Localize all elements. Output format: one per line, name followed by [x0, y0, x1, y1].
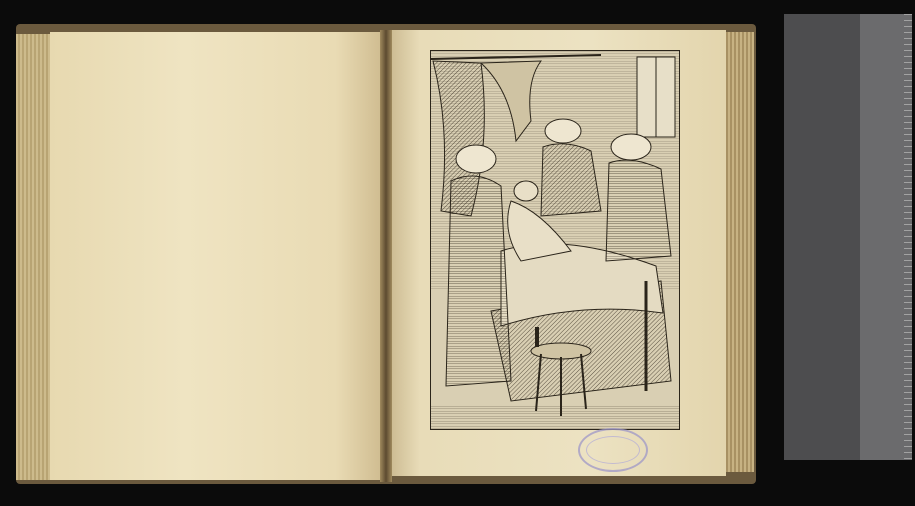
- running-head: [56, 50, 376, 68]
- engraving-plate: [430, 50, 680, 430]
- library-stamp: [578, 428, 648, 472]
- plate-header: [430, 36, 712, 50]
- body-text-bottom: [62, 346, 370, 354]
- scale-ruler: [904, 14, 912, 460]
- engraving-illustration: [431, 51, 679, 429]
- book-gutter: [380, 30, 392, 482]
- left-page: [50, 32, 386, 480]
